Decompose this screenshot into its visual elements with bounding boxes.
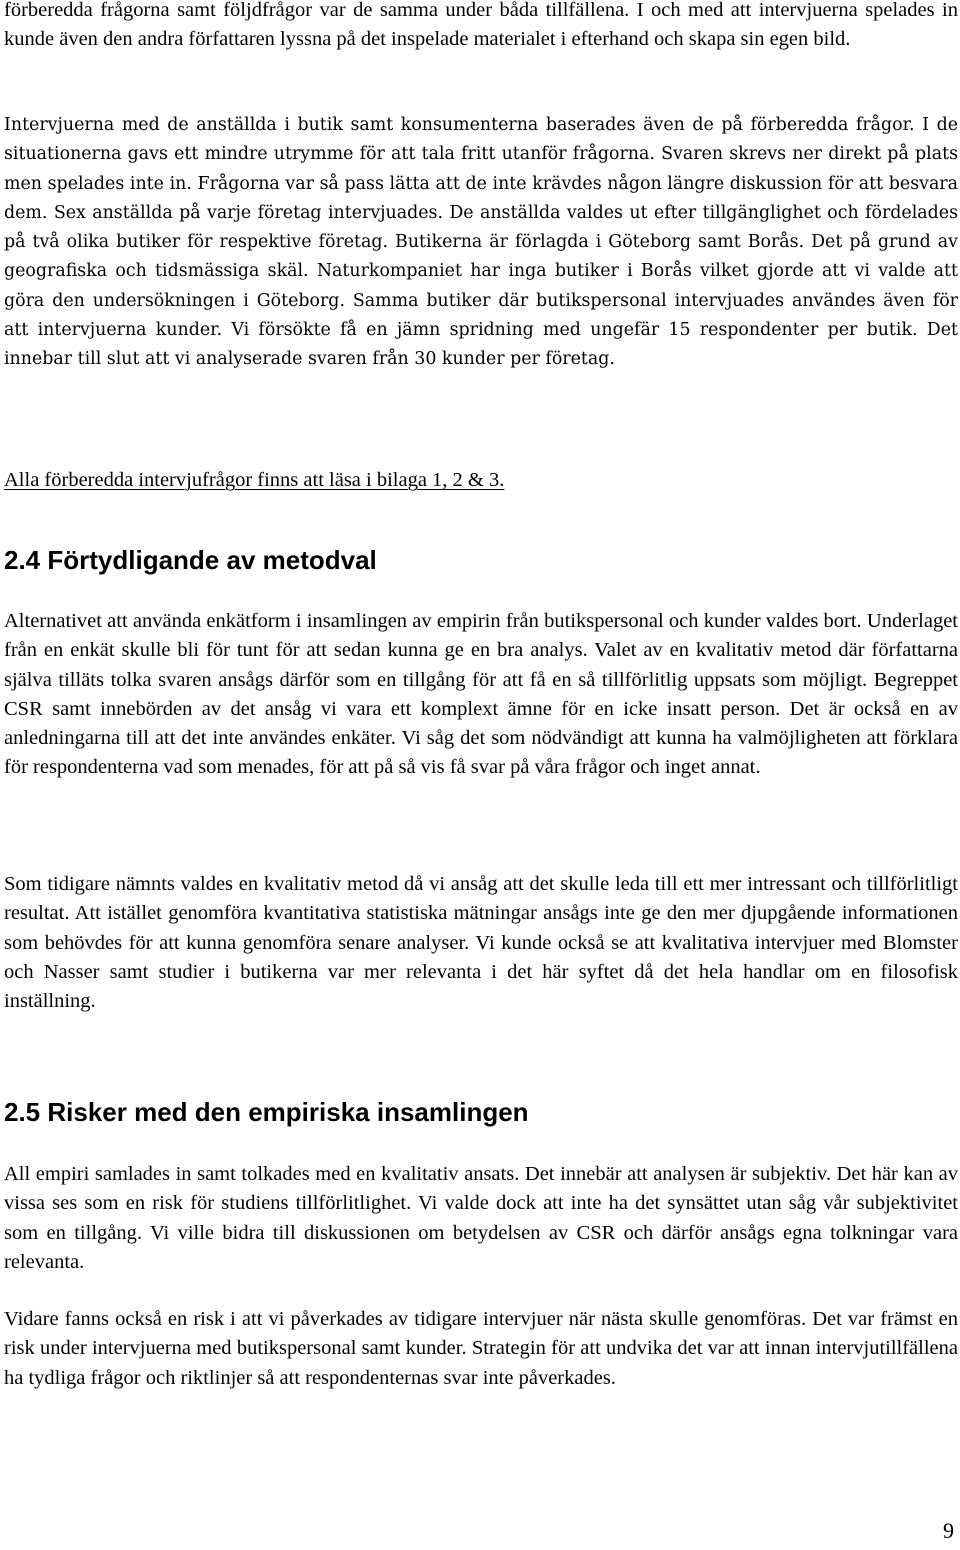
paragraph-intro-continuation: förberedda frågorna samt följdfrågor var de samma under båda tillfällena. I och med att intervjuerna spelades in kunde även den andra författaren lyssna på det inspelade materialet i efterhand och skapa sin egen bild. — [4, 0, 958, 51]
appendix-note: Alla förberedda intervjufrågor finns att läsa i bilaga 1, 2 & 3. — [4, 469, 505, 491]
section-heading-2-4: 2.4 Förtydligande av metodval — [4, 545, 377, 575]
paragraph-interviews: Intervjuerna med de anställda i butik samt konsumenterna baserades även de på förberedda frågor. I de situationerna gavs ett mindre utrymme för att tala fritt utanför frågorna. Svaren skrevs ner direkt på plats men spelades inte in. Frågorna var så pass lätta att de inte krävdes någon längre diskussion för att besvara dem. Sex anställda på varje företag intervjuades. De anställda valdes ut efter tillgänglighet och fördelades på två olika butiker för respektive företag. Butikerna är förlagda i Göteborg samt Borås. Det på grund av geografiska och tidsmässiga skäl. Naturkompaniet har inga butiker i Borås vilket gjorde att vi valde att göra den undersökningen i Göteborg. Samma butiker där butikspersonal intervjuades användes även för att intervjuerna kunder. Vi försökte få en jämn spridning med ungefär 15 respondenter per butik. Det innebar till slut att vi analyserade svaren från 30 kunder per företag. — [4, 115, 958, 370]
page-number: 9 — [943, 1518, 954, 1543]
paragraph-2-4-a: Alternativet att använda enkätform i insamlingen av empirin från butikspersonal och kunder valdes bort. Underlaget från en enkät skulle bli för tunt för att sedan kunna ge en bra analys. Valet av en kvalitativ metod där författarna själva tilläts tolka svaren ansågs därför som en tillgång för att få en så tillförlitlig uppsats som möjligt. Begreppet CSR samt innebörden av det ansåg vi vara ett komplext ämne för en icke insatt person. Det är också en av anledningarna till att det inte användes enkäter. Vi såg det som nödvändigt att kunna ha valmöjligheten att förklara för respondenterna vad som menades, för att på så vis få svar på våra frågor och inget annat. — [4, 610, 958, 779]
paragraph-2-5-b: Vidare fanns också en risk i att vi påverkades av tidigare intervjuer när nästa skulle genomföras. Det var främst en risk under intervjuerna med butikspersonal samt kunder. Strategin för att undvika det var att innan intervjutillfällena ha tydliga frågor och riktlinjer så att respondenternas svar inte påverkades. — [4, 1308, 958, 1389]
paragraph-2-5-a: All empiri samlades in samt tolkades med en kvalitativ ansats. Det innebär att analysen är subjektiv. Det här kan av vissa ses som en risk för studiens tillförlitlighet. Vi valde dock att inte ha det synsättet utan såg vår subjektivitet som en tillgång. Vi ville bidra till diskussionen om betydelsen av CSR och därför ansågs egna tolkningar vara relevanta. — [4, 1163, 958, 1273]
section-heading-2-5: 2.5 Risker med den empiriska insamlingen — [4, 1097, 529, 1127]
paragraph-2-4-b: Som tidigare nämnts valdes en kvalitativ metod då vi ansåg att det skulle leda till ett mer intressant och tillförlitligt resultat. Att istället genomföra kvantitativa statistiska mätningar ansågs inte ge den mer djupgående informationen som behövdes för att kunna genomföra senare analyser. Vi kunde också se att kvalitativa intervjuer med Blomster och Nasser samt studier i butikerna var mer relevanta i det här syftet då det hela handlar om en filosofisk inställning. — [4, 873, 958, 1013]
